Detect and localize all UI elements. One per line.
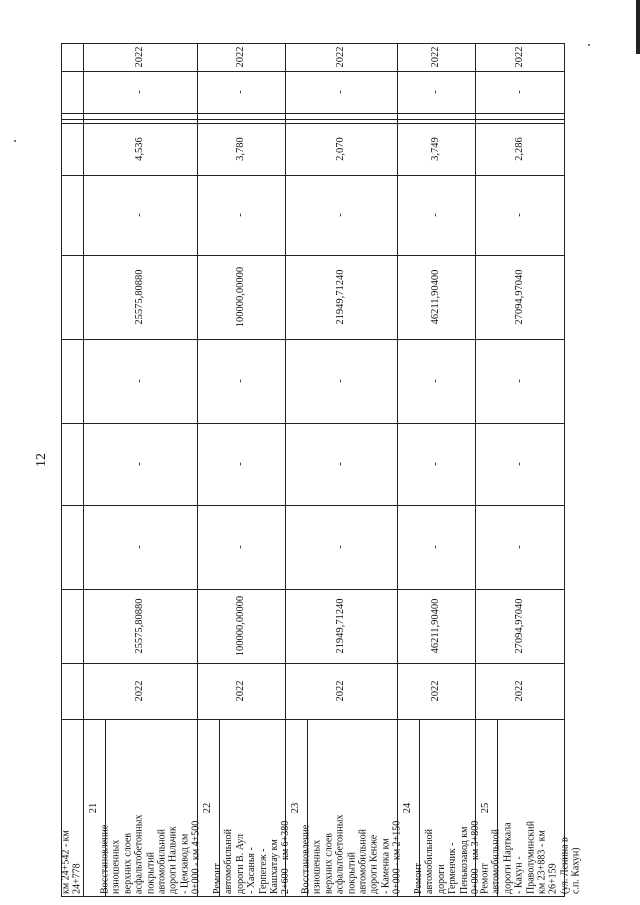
value-c9: 2022 [235, 46, 246, 68]
road-name: Ремонт автомобильной дороги Герменчик - Пенькозавод км 0+000 - км 3+800 [412, 820, 481, 894]
value-c4-cell [397, 255, 475, 339]
value-c1-cell [475, 505, 565, 589]
scan-speck [588, 44, 590, 46]
row-number: 25 [480, 802, 491, 814]
value-c2-cell [83, 423, 197, 505]
value-c8: - [514, 90, 525, 94]
value-length: 3,780 [235, 137, 246, 161]
value-c1-cell [197, 505, 285, 589]
row-number: 24 [402, 802, 413, 814]
value-c3: - [134, 379, 145, 383]
value-c4: 25575,80880 [134, 269, 145, 325]
value-c4: 27094,97040 [514, 269, 525, 325]
value-c8: - [430, 90, 441, 94]
value-total: 100000,00000 [235, 595, 246, 657]
value-year-cell [397, 663, 475, 719]
value-c1: - [430, 545, 441, 549]
value-c5-cell [475, 175, 565, 255]
value-c9-cell [397, 43, 475, 71]
value-total: 27094,97040 [514, 598, 525, 654]
value-c4-cell [197, 255, 285, 339]
value-c4: 21949,71240 [335, 269, 346, 325]
value-total-cell [475, 589, 565, 663]
value-c2: - [514, 462, 525, 466]
value-c8-cell [83, 71, 197, 113]
value-c4: 46211,90400 [430, 269, 441, 325]
value-c8-cell [285, 71, 397, 113]
value-c4-cell [475, 255, 565, 339]
value-c1-cell [83, 505, 197, 589]
value-c2-cell [475, 423, 565, 505]
value-c3-cell [475, 339, 565, 423]
value-length: 3,749 [430, 137, 441, 161]
road-name: Восстановление изношенных верхних слоев асфальтобетонных покрытий автомобильной дороги Кенже - Каменка км 0+000 - км 2+150 [300, 814, 403, 894]
value-year: 2022 [235, 680, 246, 702]
value-c3: - [430, 379, 441, 383]
value-total-cell [83, 589, 197, 663]
value-c5: - [335, 213, 346, 217]
header-name-continuation-cell [61, 719, 83, 897]
value-year: 2022 [134, 680, 145, 702]
value-c2: - [335, 462, 346, 466]
row-divider [61, 113, 565, 114]
value-c8-cell [397, 71, 475, 113]
value-c8: - [235, 90, 246, 94]
value-c5: - [430, 213, 441, 217]
value-length: 4,536 [134, 137, 145, 161]
value-year: 2022 [335, 680, 346, 702]
value-total-cell [397, 589, 475, 663]
value-c9-cell [83, 43, 197, 71]
value-c1: - [514, 545, 525, 549]
rotated-table-grid [60, 43, 582, 897]
value-c5-cell [197, 175, 285, 255]
value-c8-cell [197, 71, 285, 113]
value-c2: - [134, 462, 145, 466]
road-name: Ремонт автомобильной дороги Нарткала - Кахун - Праволуминский км 23+883 - км 26+159 (ул. Ленина в с.п. Кахун) [479, 820, 582, 894]
value-c2-cell [397, 423, 475, 505]
value-c8: - [335, 90, 346, 94]
value-c3: - [335, 379, 346, 383]
value-c4-cell [83, 255, 197, 339]
road-name-cell [212, 719, 292, 897]
value-c2: - [430, 462, 441, 466]
value-c5: - [514, 213, 525, 217]
value-c5: - [134, 213, 145, 217]
value-year-cell [475, 663, 565, 719]
road-name: Ремонт автомобильной дороги В. Аул - Хасанья - Герпегеж - Кашхатау км 2+600 - км 6+380 [212, 820, 292, 894]
value-c5-cell [83, 175, 197, 255]
value-total: 46211,90400 [430, 598, 441, 654]
value-c5-cell [397, 175, 475, 255]
value-length-cell [83, 123, 197, 175]
header-name-continuation: км 24+542 - км 24+778 [60, 830, 83, 894]
page-number: 12 [34, 453, 49, 467]
value-year-cell [197, 663, 285, 719]
value-c9-cell [285, 43, 397, 71]
row-number: 22 [202, 802, 213, 814]
value-c2-cell [197, 423, 285, 505]
value-c9-cell [197, 43, 285, 71]
value-c1: - [134, 545, 145, 549]
value-c9-cell [475, 43, 565, 71]
row-number: 21 [88, 802, 99, 814]
value-c1: - [235, 545, 246, 549]
road-name-cell [300, 719, 403, 897]
value-c9: 2022 [514, 46, 525, 68]
value-c4-cell [285, 255, 397, 339]
value-year-cell [285, 663, 397, 719]
scan-speck [14, 140, 16, 142]
value-length-cell [285, 123, 397, 175]
value-c1-cell [397, 505, 475, 589]
value-year: 2022 [514, 680, 525, 702]
value-length: 2,286 [514, 137, 525, 161]
value-c8: - [134, 90, 145, 94]
value-length: 2,070 [335, 137, 346, 161]
value-year-cell [83, 663, 197, 719]
value-c4: 100000,00000 [235, 266, 246, 328]
value-c1-cell [285, 505, 397, 589]
value-c3: - [514, 379, 525, 383]
value-length-cell [475, 123, 565, 175]
value-c3: - [235, 379, 246, 383]
value-c3-cell [397, 339, 475, 423]
value-c9: 2022 [335, 46, 346, 68]
value-total-cell [197, 589, 285, 663]
value-c5: - [235, 213, 246, 217]
road-name-cell [99, 719, 202, 897]
value-c5-cell [285, 175, 397, 255]
value-total: 21949,71240 [335, 598, 346, 654]
value-year: 2022 [430, 680, 441, 702]
road-name: Восстановление изношенных верхних слоев асфальтобетонных покрытий автомобильной дороги Нальчик - Цемзавод км 0+000 - км 4+500 [99, 814, 202, 894]
road-name-cell [412, 719, 481, 897]
value-length-cell [197, 123, 285, 175]
row-number: 23 [290, 802, 301, 814]
value-total-cell [285, 589, 397, 663]
value-c3-cell [285, 339, 397, 423]
row-divider [61, 119, 565, 120]
scan-edge-mark [636, 0, 640, 54]
value-c1: - [335, 545, 346, 549]
value-length-cell [397, 123, 475, 175]
value-c3-cell [83, 339, 197, 423]
value-c2: - [235, 462, 246, 466]
value-c9: 2022 [134, 46, 145, 68]
value-c3-cell [197, 339, 285, 423]
value-c2-cell [285, 423, 397, 505]
value-total: 25575,80880 [134, 598, 145, 654]
value-c8-cell [475, 71, 565, 113]
value-c9: 2022 [430, 46, 441, 68]
